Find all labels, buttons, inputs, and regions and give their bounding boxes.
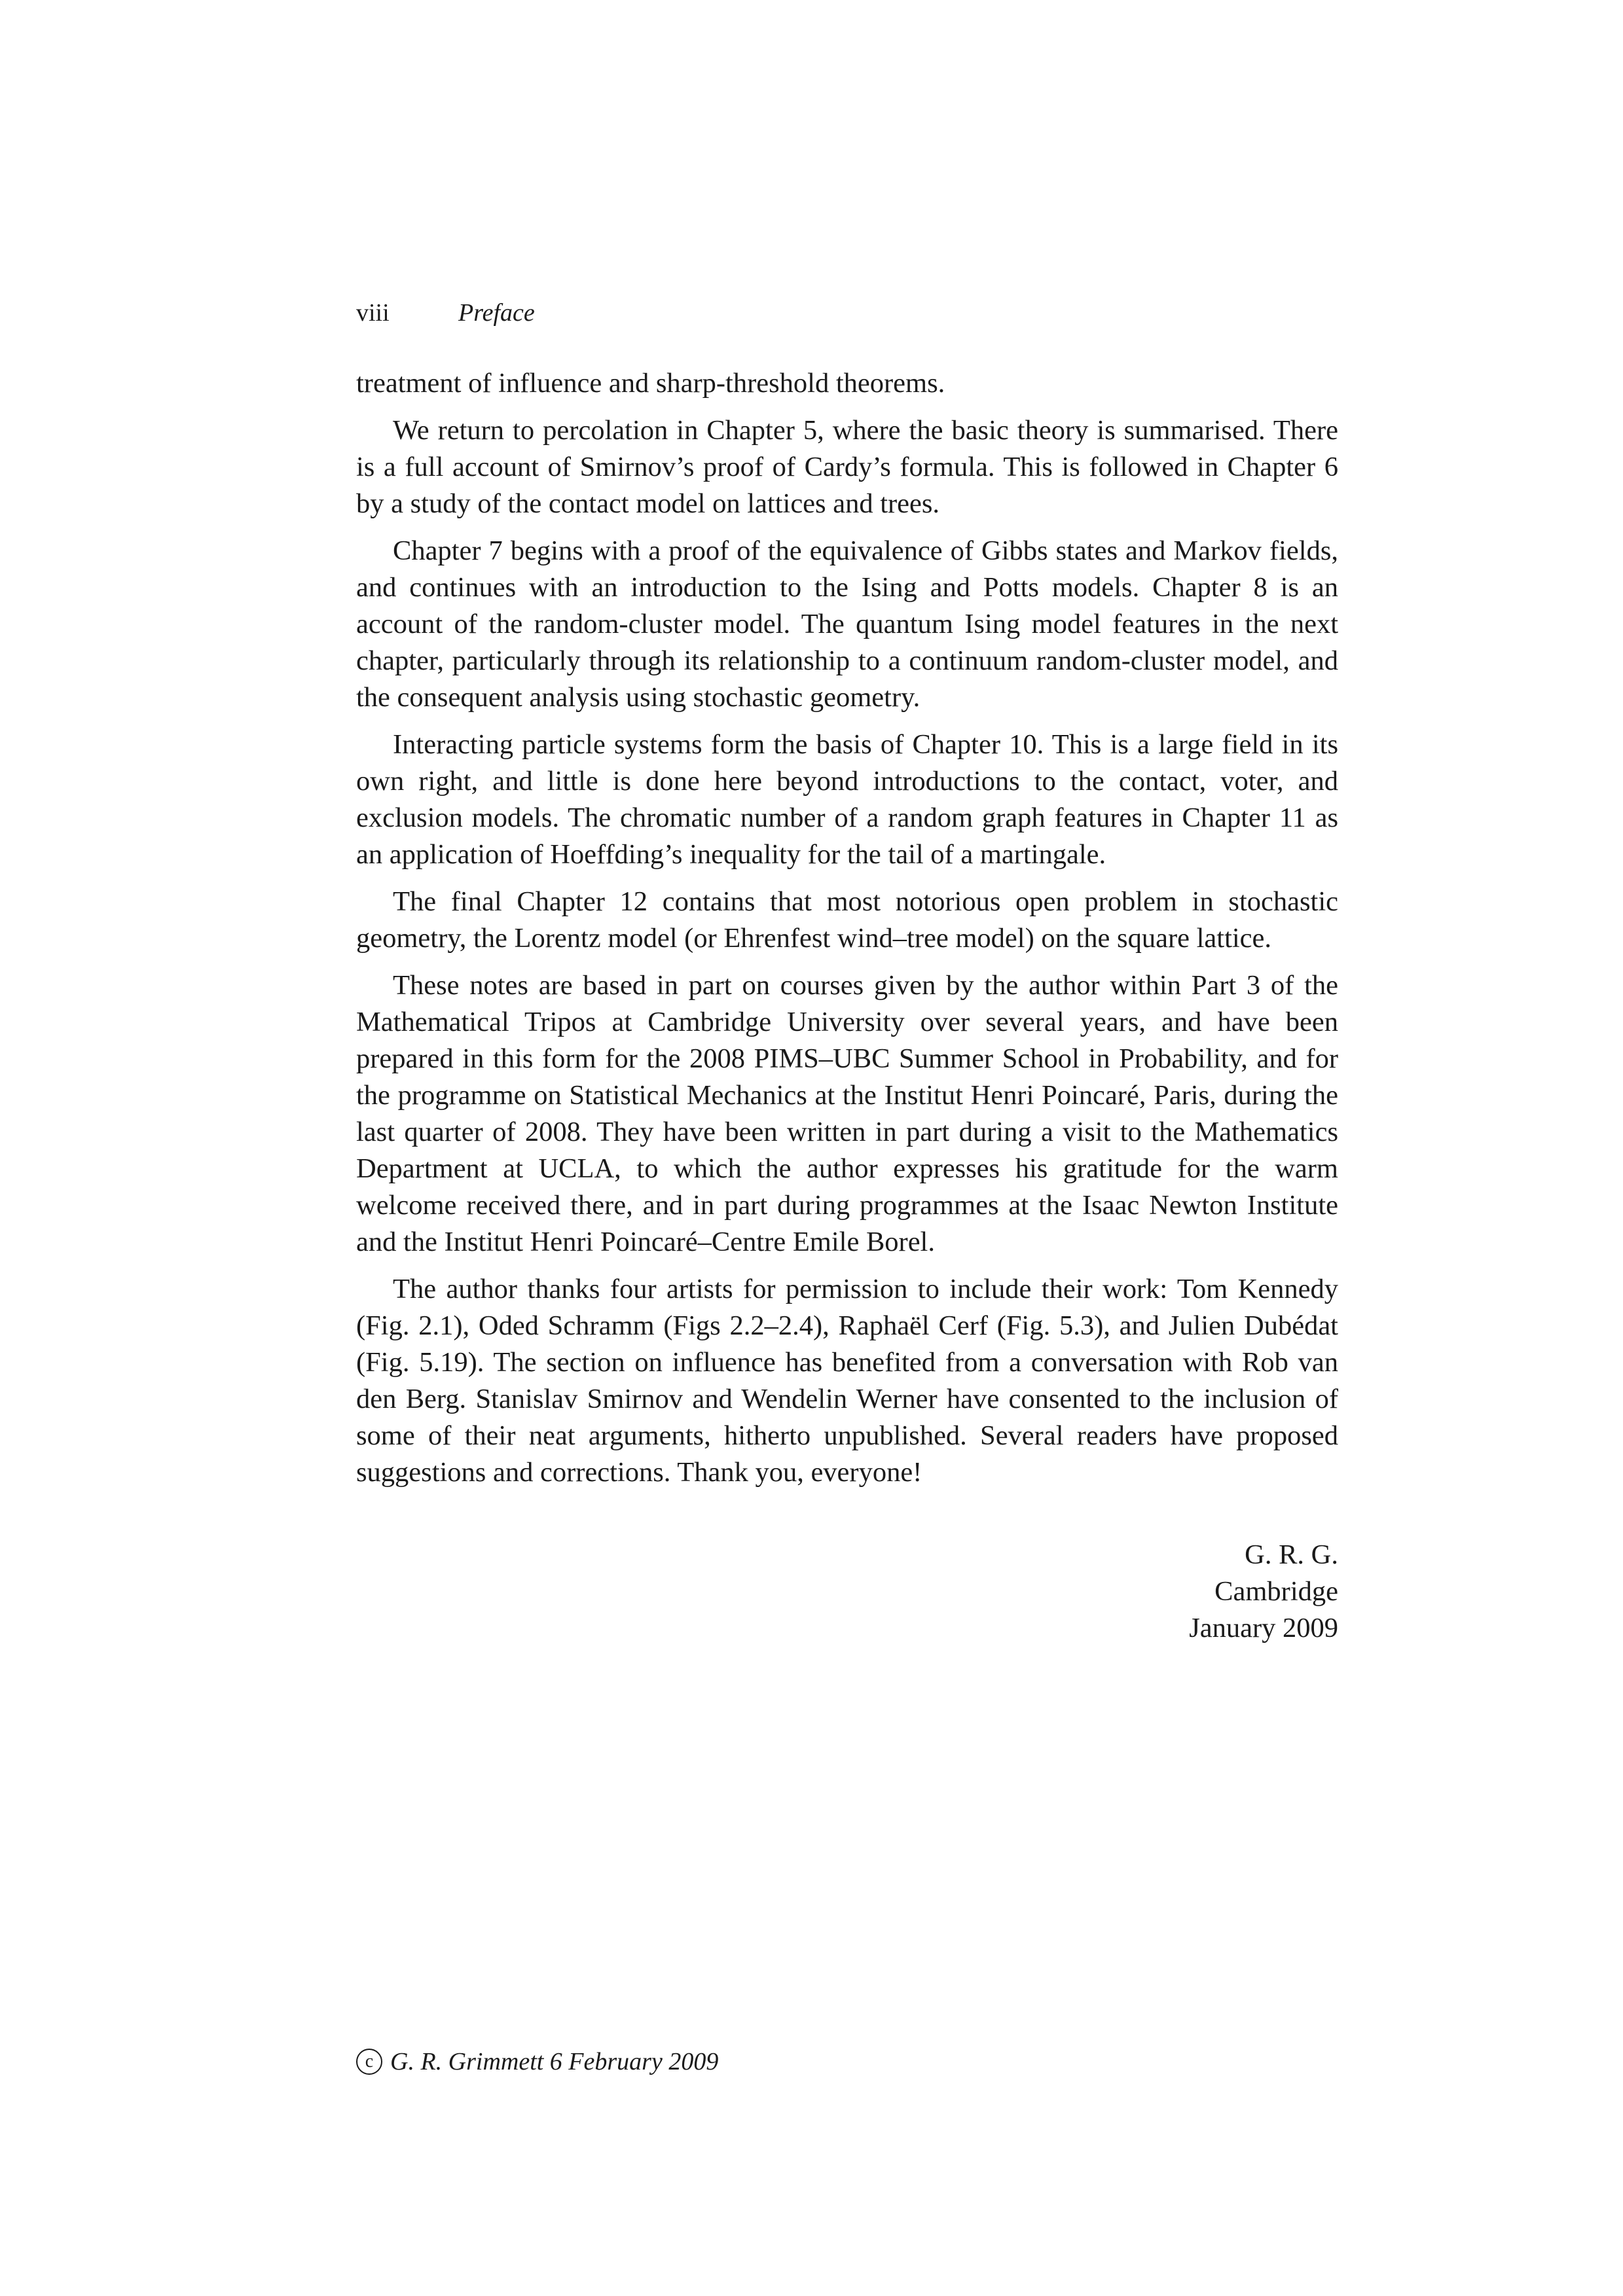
page-number: viii	[356, 299, 390, 327]
signature-block	[1011, 1537, 1338, 1647]
paragraph-lorentz-model: The final Chapter 12 contains that most notorious open problem in stochastic geometry, the Lorentz model (or Ehrenfest wind–tree model) on the square lattice.	[356, 886, 1338, 954]
signature-date: January 2009	[1189, 1613, 1338, 1643]
paragraph-continuation: treatment of influence and sharp-threshold theorems.	[356, 368, 945, 399]
copyright-text: G. R. Grimmett 6 February 2009	[390, 2048, 719, 2075]
copyright-icon: c	[356, 2049, 382, 2075]
signature-initials: G. R. G.	[1245, 1539, 1338, 1570]
paragraph-percolation: We return to percolation in Chapter 5, where the basic theory is summarised. There is a full account of Smirnov’s proof of Cardy’s formula. This is followed in Chapter 6 by a study of the contact model on lattices and trees.	[356, 415, 1338, 519]
signature-place: Cambridge	[1214, 1576, 1338, 1607]
paragraph-course-notes: These notes are based in part on courses given by the author within Part 3 of the Mathematical Tripos at Cambridge University over several years, and have been prepared in this form for the 2008 PIMS–UBC Summer School in Probability, and for the programme on Statistical Mechanics at the Institut Henri Poincaré, Paris, during the last quarter of 2008. They have been written in part during a visit to the Mathematics Department at UCLA, to which the author expresses his gratitude for the warm welcome received there, and in part during programmes at the Isaac Newton Institute and the Institut Henri Poincaré–Centre Emile Borel.	[356, 970, 1338, 1257]
paragraph-acknowledgements: The author thanks four artists for permission to include their work: Tom Kennedy (Fig. 2.1), Oded Schramm (Figs 2.2–2.4), Raphaël Cerf (Fig. 5.3), and Julien Dubédat (Fig. 5.19). The section on influence has benefited from a conversation with Rob van den Berg. Stanislav Smirnov and Wendelin Werner have consented to the inclusion of some of their neat arguments, hitherto unpublished. Several readers have proposed suggestions and corrections. Thank you, everyone!	[356, 1274, 1338, 1488]
paragraph-gibbs-markov: Chapter 7 begins with a proof of the equivalence of Gibbs states and Markov fields, and continues with an introduction to the Ising and Potts models. Chapter 8 is an account of the random-cluster model. The quantum Ising model features in the next chapter, particularly through its relationship to a continuum random-cluster model, and the consequent analysis using stochastic geometry.	[356, 535, 1338, 713]
running-head	[356, 293, 1338, 332]
preface-body	[356, 365, 1338, 1501]
paragraph-particle-systems: Interacting particle systems form the basis of Chapter 10. This is a large field in its own right, and little is done here beyond introductions to the contact, voter, and exclusion models. The chromatic number of a random graph features in Chapter 11 as an application of Hoeffding’s inequality for the tail of a martingale.	[356, 729, 1338, 870]
copyright-footer	[356, 2043, 1338, 2080]
running-title: Preface	[458, 299, 535, 327]
